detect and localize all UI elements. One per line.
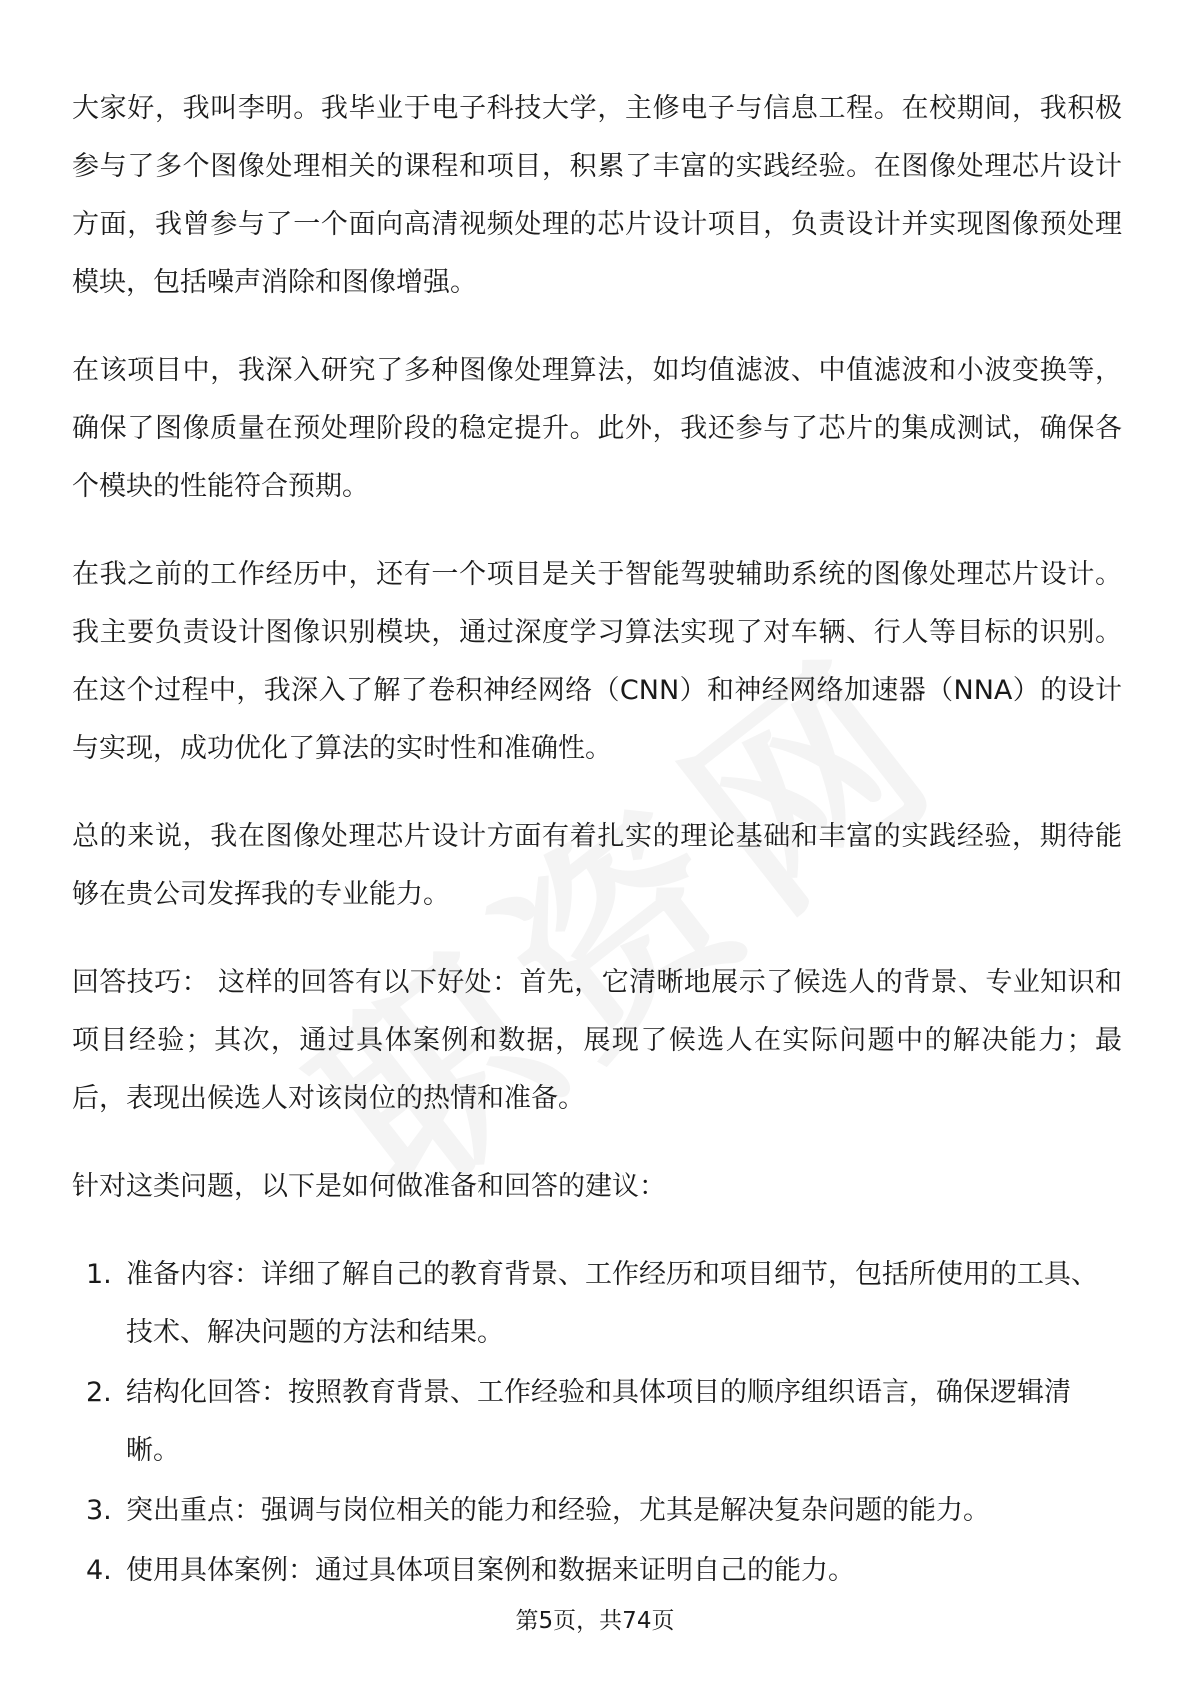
list-item-number: 2. [86,1377,112,1408]
list-item-text: 结构化回答：按照教育背景、工作经验和具体项目的顺序组织语言，确保逻辑清晰。 [126,1377,1071,1466]
paragraph-answer-tips: 回答技巧： 这样的回答有以下好处：首先，它清晰地展示了候选人的背景、专业知识和项目经验；其次，通过具体案例和数据，展现了候选人在实际问题中的解决能力；最后，表现出候选人对该岗位的热情和准备。 [72,967,1122,1114]
list-item-text: 准备内容：详细了解自己的教育背景、工作经历和项目细节，包括所使用的工具、技术、解决问题的方法和结果。 [126,1259,1098,1348]
list-item [72,1482,1122,1540]
list-item-text: 使用具体案例：通过具体项目案例和数据来证明自己的能力。 [126,1555,855,1586]
page-number-footer: 第5页，共74页 [515,1608,675,1634]
list-item-text: 突出重点：强调与岗位相关的能力和经验，尤其是解决复杂问题的能力。 [126,1495,990,1526]
advice-list [72,1246,1122,1600]
list-item-number: 4. [86,1555,112,1586]
paragraph-project-detail: 在该项目中，我深入研究了多种图像处理算法，如均值滤波、中值滤波和小波变换等，确保了图像质量在预处理阶段的稳定提升。此外，我还参与了芯片的集成测试，确保各个模块的性能符合预期。 [72,355,1122,502]
paragraph-summary: 总的来说，我在图像处理芯片设计方面有着扎实的理论基础和丰富的实践经验，期待能够在贵公司发挥我的专业能力。 [72,821,1122,910]
paragraph-advice-intro: 针对这类问题，以下是如何做准备和回答的建议： [72,1171,666,1202]
paragraph-work-experience: 在我之前的工作经历中，还有一个项目是关于智能驾驶辅助系统的图像处理芯片设计。我主要负责设计图像识别模块，通过深度学习算法实现了对车辆、行人等目标的识别。在这个过程中，我深入了解了卷积神经网络（CNN）和神经网络加速器（NNA）的设计与实现，成功优化了算法的实时性和准确性。 [72,559,1122,764]
list-item-number: 1. [86,1259,112,1290]
paragraph-intro: 大家好，我叫李明。我毕业于电子科技大学，主修电子与信息工程。在校期间，我积极参与了多个图像处理相关的课程和项目，积累了丰富的实践经验。在图像处理芯片设计方面，我曾参与了一个面向高清视频处理的芯片设计项目，负责设计并实现图像预处理模块，包括噪声消除和图像增强。 [72,93,1122,298]
list-item [72,1246,1122,1362]
list-item [72,1364,1122,1480]
list-item-number: 3. [86,1495,112,1526]
list-item [72,1542,1122,1600]
document-body [72,80,1122,1602]
